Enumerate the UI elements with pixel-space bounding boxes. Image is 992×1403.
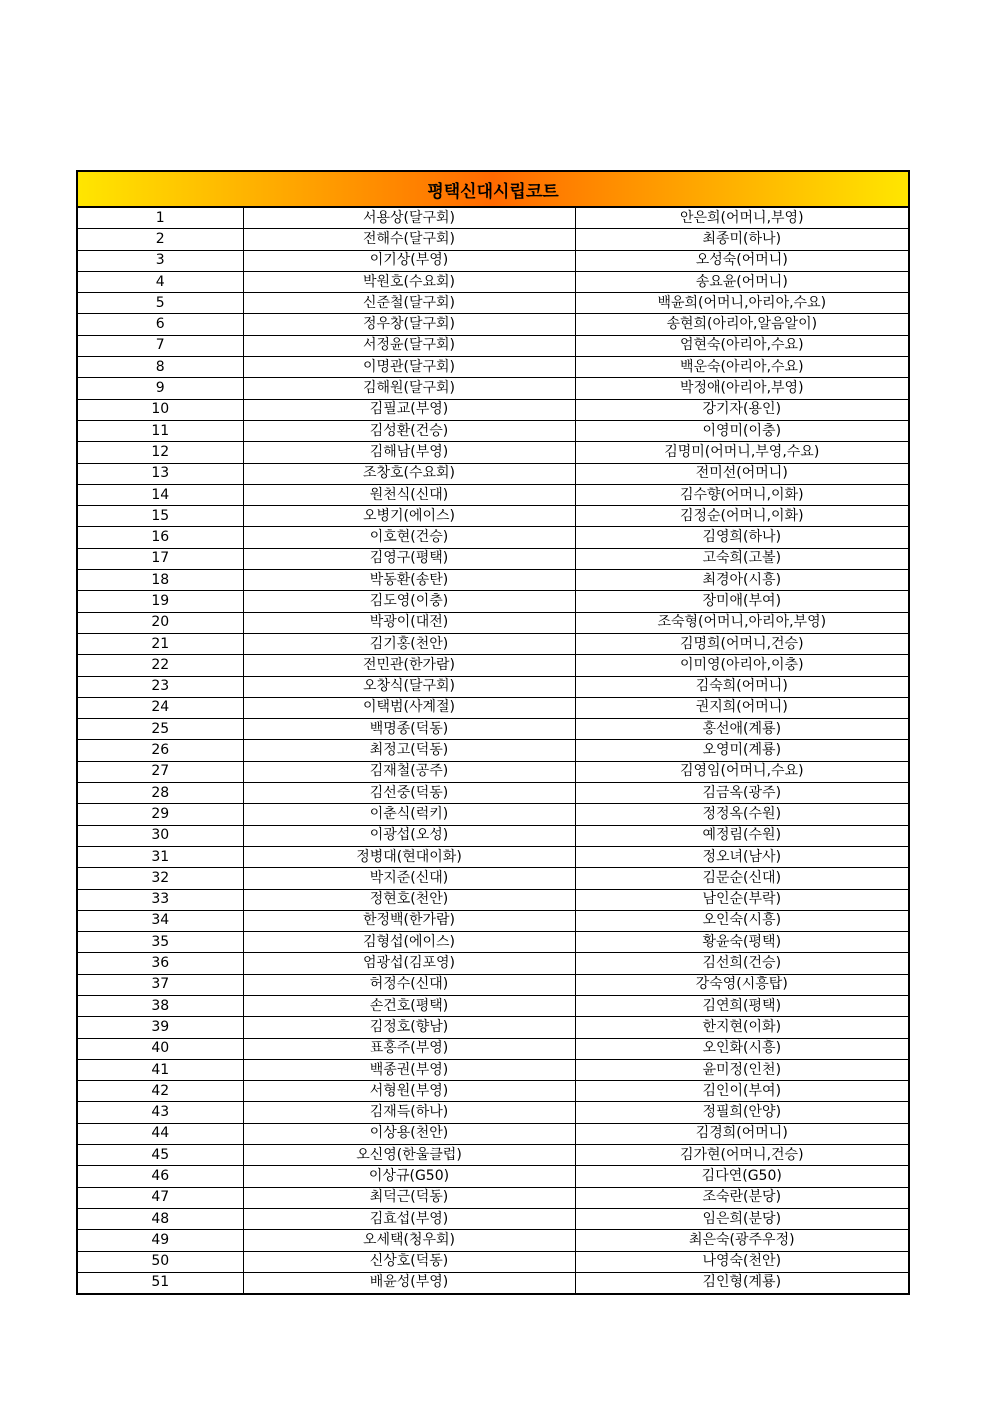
- row-number: 45: [77, 1145, 243, 1166]
- table-row: [77, 591, 909, 612]
- row-number: 48: [77, 1208, 243, 1229]
- table-row: [77, 548, 909, 569]
- row-number: 47: [77, 1187, 243, 1208]
- female-player: 이미영(아리아,이충): [575, 655, 909, 676]
- table-row: [77, 633, 909, 654]
- male-player: 김선중(덕동): [243, 783, 575, 804]
- male-player: 이택범(사계절): [243, 697, 575, 718]
- table-row: [77, 761, 909, 782]
- female-player: 김경희(어머니): [575, 1123, 909, 1144]
- male-player: 오병기(에이스): [243, 506, 575, 527]
- male-player: 이기상(부영): [243, 250, 575, 271]
- female-player: 최종미(하나): [575, 229, 909, 250]
- table-row: [77, 1123, 909, 1144]
- female-player: 강기자(용인): [575, 399, 909, 420]
- male-player: 신상호(덕동): [243, 1251, 575, 1272]
- row-number: 3: [77, 250, 243, 271]
- table-row: [77, 740, 909, 761]
- table-row: [77, 783, 909, 804]
- table-row: [77, 335, 909, 356]
- female-player: 백윤희(어머니,아리아,수요): [575, 293, 909, 314]
- row-number: 22: [77, 655, 243, 676]
- female-player: 김명미(어머니,부영,수요): [575, 442, 909, 463]
- table-row: [77, 250, 909, 271]
- female-player: 엄현숙(아리아,수요): [575, 335, 909, 356]
- roster-table: [76, 170, 910, 1295]
- table-row: [77, 1166, 909, 1187]
- row-number: 9: [77, 378, 243, 399]
- row-number: 33: [77, 889, 243, 910]
- row-number: 42: [77, 1081, 243, 1102]
- row-number: 32: [77, 868, 243, 889]
- female-player: 김인형(계룡): [575, 1272, 909, 1294]
- male-player: 서정윤(달구회): [243, 335, 575, 356]
- female-player: 전미선(어머니): [575, 463, 909, 484]
- row-number: 36: [77, 953, 243, 974]
- female-player: 김다연(G50): [575, 1166, 909, 1187]
- female-player: 한지현(이화): [575, 1017, 909, 1038]
- row-number: 20: [77, 612, 243, 633]
- row-number: 12: [77, 442, 243, 463]
- female-player: 김영희(하나): [575, 527, 909, 548]
- row-number: 37: [77, 974, 243, 995]
- female-player: 권지희(어머니): [575, 697, 909, 718]
- female-player: 윤미정(인천): [575, 1059, 909, 1080]
- male-player: 김재득(하나): [243, 1102, 575, 1123]
- table-row: [77, 953, 909, 974]
- table-row: [77, 1272, 909, 1294]
- female-player: 조숙란(분당): [575, 1187, 909, 1208]
- row-number: 44: [77, 1123, 243, 1144]
- roster-body: [77, 207, 909, 1294]
- male-player: 손건호(평택): [243, 995, 575, 1016]
- male-player: 김영구(평택): [243, 548, 575, 569]
- table-row: [77, 910, 909, 931]
- male-player: 김정호(향남): [243, 1017, 575, 1038]
- table-row: [77, 1059, 909, 1080]
- male-player: 서형원(부영): [243, 1081, 575, 1102]
- row-number: 46: [77, 1166, 243, 1187]
- title-row: [77, 171, 909, 207]
- female-player: 정오녀(남사): [575, 846, 909, 867]
- male-player: 오창식(달구회): [243, 676, 575, 697]
- table-row: [77, 1145, 909, 1166]
- table-row: [77, 1187, 909, 1208]
- male-player: 정우창(달구회): [243, 314, 575, 335]
- male-player: 최덕근(덕동): [243, 1187, 575, 1208]
- row-number: 8: [77, 357, 243, 378]
- male-player: 백종권(부영): [243, 1059, 575, 1080]
- female-player: 장미애(부여): [575, 591, 909, 612]
- row-number: 21: [77, 633, 243, 654]
- table-title: 평택신대시립코트: [77, 171, 909, 207]
- row-number: 4: [77, 271, 243, 292]
- table-row: [77, 868, 909, 889]
- female-player: 정필희(안양): [575, 1102, 909, 1123]
- female-player: 정정옥(수원): [575, 804, 909, 825]
- row-number: 2: [77, 229, 243, 250]
- female-player: 황윤숙(평택): [575, 932, 909, 953]
- female-player: 김정순(어머니,이화): [575, 506, 909, 527]
- male-player: 표홍주(부영): [243, 1038, 575, 1059]
- table-row: [77, 1251, 909, 1272]
- female-player: 고숙희(고볼): [575, 548, 909, 569]
- table-row: [77, 1038, 909, 1059]
- male-player: 신준철(달구회): [243, 293, 575, 314]
- row-number: 16: [77, 527, 243, 548]
- male-player: 정현호(천안): [243, 889, 575, 910]
- male-player: 이상규(G50): [243, 1166, 575, 1187]
- male-player: 이명관(달구회): [243, 357, 575, 378]
- male-player: 박지준(신대): [243, 868, 575, 889]
- row-number: 24: [77, 697, 243, 718]
- table-row: [77, 506, 909, 527]
- table-row: [77, 846, 909, 867]
- male-player: 김재철(공주): [243, 761, 575, 782]
- table-row: [77, 1017, 909, 1038]
- row-number: 49: [77, 1230, 243, 1251]
- female-player: 김명희(어머니,건승): [575, 633, 909, 654]
- row-number: 41: [77, 1059, 243, 1080]
- row-number: 29: [77, 804, 243, 825]
- row-number: 19: [77, 591, 243, 612]
- row-number: 40: [77, 1038, 243, 1059]
- male-player: 김필교(부영): [243, 399, 575, 420]
- row-number: 18: [77, 570, 243, 591]
- male-player: 서용상(달구회): [243, 207, 575, 229]
- table-row: [77, 229, 909, 250]
- table-row: [77, 676, 909, 697]
- male-player: 김형섭(에이스): [243, 932, 575, 953]
- row-number: 15: [77, 506, 243, 527]
- row-number: 51: [77, 1272, 243, 1294]
- female-player: 강숙영(시흥탑): [575, 974, 909, 995]
- male-player: 김기홍(천안): [243, 633, 575, 654]
- table-row: [77, 399, 909, 420]
- table-row: [77, 271, 909, 292]
- female-player: 김선희(건승): [575, 953, 909, 974]
- table-row: [77, 207, 909, 229]
- row-number: 25: [77, 719, 243, 740]
- male-player: 최정고(덕동): [243, 740, 575, 761]
- table-row: [77, 357, 909, 378]
- row-number: 23: [77, 676, 243, 697]
- male-player: 이춘식(럭키): [243, 804, 575, 825]
- female-player: 김영임(어머니,수요): [575, 761, 909, 782]
- male-player: 김해원(달구회): [243, 378, 575, 399]
- female-player: 조숙형(어머니,아리아,부영): [575, 612, 909, 633]
- male-player: 김효섭(부영): [243, 1208, 575, 1229]
- row-number: 26: [77, 740, 243, 761]
- table-row: [77, 612, 909, 633]
- table-row: [77, 974, 909, 995]
- table-row: [77, 995, 909, 1016]
- table-row: [77, 378, 909, 399]
- table-row: [77, 1208, 909, 1229]
- female-player: 송현희(아리아,알음알이): [575, 314, 909, 335]
- table-row: [77, 719, 909, 740]
- row-number: 6: [77, 314, 243, 335]
- male-player: 이상용(천안): [243, 1123, 575, 1144]
- table-row: [77, 442, 909, 463]
- table-row: [77, 1081, 909, 1102]
- male-player: 이호현(건승): [243, 527, 575, 548]
- row-number: 14: [77, 484, 243, 505]
- row-number: 50: [77, 1251, 243, 1272]
- female-player: 김인이(부여): [575, 1081, 909, 1102]
- row-number: 10: [77, 399, 243, 420]
- female-player: 백운숙(아리아,수요): [575, 357, 909, 378]
- row-number: 31: [77, 846, 243, 867]
- female-player: 최은숙(광주우정): [575, 1230, 909, 1251]
- female-player: 예정림(수원): [575, 825, 909, 846]
- male-player: 오세택(청우회): [243, 1230, 575, 1251]
- male-player: 전민관(한가람): [243, 655, 575, 676]
- male-player: 김도영(이충): [243, 591, 575, 612]
- male-player: 엄광섭(김포영): [243, 953, 575, 974]
- row-number: 34: [77, 910, 243, 931]
- table-row: [77, 825, 909, 846]
- table-row: [77, 655, 909, 676]
- male-player: 배윤성(부영): [243, 1272, 575, 1294]
- female-player: 오인화(시흥): [575, 1038, 909, 1059]
- female-player: 안은희(어머니,부영): [575, 207, 909, 229]
- male-player: 전해수(달구회): [243, 229, 575, 250]
- table-row: [77, 293, 909, 314]
- female-player: 김금옥(광주): [575, 783, 909, 804]
- roster-sheet: [76, 170, 908, 1295]
- table-row: [77, 1102, 909, 1123]
- male-player: 박원호(수요회): [243, 271, 575, 292]
- male-player: 한정백(한가람): [243, 910, 575, 931]
- table-row: [77, 697, 909, 718]
- female-player: 남인순(부락): [575, 889, 909, 910]
- female-player: 이영미(이충): [575, 420, 909, 441]
- table-row: [77, 420, 909, 441]
- female-player: 김가현(어머니,건승): [575, 1145, 909, 1166]
- female-player: 송요윤(어머니): [575, 271, 909, 292]
- female-player: 임은희(분당): [575, 1208, 909, 1229]
- male-player: 원천식(신대): [243, 484, 575, 505]
- female-player: 김연희(평택): [575, 995, 909, 1016]
- male-player: 박광이(대전): [243, 612, 575, 633]
- row-number: 5: [77, 293, 243, 314]
- row-number: 11: [77, 420, 243, 441]
- female-player: 오성숙(어머니): [575, 250, 909, 271]
- male-player: 허정수(신대): [243, 974, 575, 995]
- table-row: [77, 527, 909, 548]
- row-number: 30: [77, 825, 243, 846]
- table-row: [77, 570, 909, 591]
- male-player: 오신영(한울클럽): [243, 1145, 575, 1166]
- male-player: 백명종(덕동): [243, 719, 575, 740]
- female-player: 나영숙(천안): [575, 1251, 909, 1272]
- table-row: [77, 889, 909, 910]
- female-player: 박정애(아리아,부영): [575, 378, 909, 399]
- row-number: 35: [77, 932, 243, 953]
- row-number: 1: [77, 207, 243, 229]
- table-row: [77, 1230, 909, 1251]
- male-player: 김성환(건승): [243, 420, 575, 441]
- table-row: [77, 314, 909, 335]
- female-player: 김숙희(어머니): [575, 676, 909, 697]
- row-number: 7: [77, 335, 243, 356]
- male-player: 조창호(수요회): [243, 463, 575, 484]
- female-player: 김문순(신대): [575, 868, 909, 889]
- male-player: 김해남(부영): [243, 442, 575, 463]
- row-number: 38: [77, 995, 243, 1016]
- male-player: 이광섭(오성): [243, 825, 575, 846]
- female-player: 최경아(시흥): [575, 570, 909, 591]
- male-player: 박동환(송탄): [243, 570, 575, 591]
- row-number: 13: [77, 463, 243, 484]
- row-number: 17: [77, 548, 243, 569]
- row-number: 28: [77, 783, 243, 804]
- table-row: [77, 463, 909, 484]
- row-number: 27: [77, 761, 243, 782]
- female-player: 김수향(어머니,이화): [575, 484, 909, 505]
- female-player: 오인숙(시흥): [575, 910, 909, 931]
- male-player: 정병대(현대이화): [243, 846, 575, 867]
- row-number: 39: [77, 1017, 243, 1038]
- table-row: [77, 484, 909, 505]
- row-number: 43: [77, 1102, 243, 1123]
- female-player: 홍선애(계룡): [575, 719, 909, 740]
- table-row: [77, 804, 909, 825]
- female-player: 오영미(계룡): [575, 740, 909, 761]
- table-row: [77, 932, 909, 953]
